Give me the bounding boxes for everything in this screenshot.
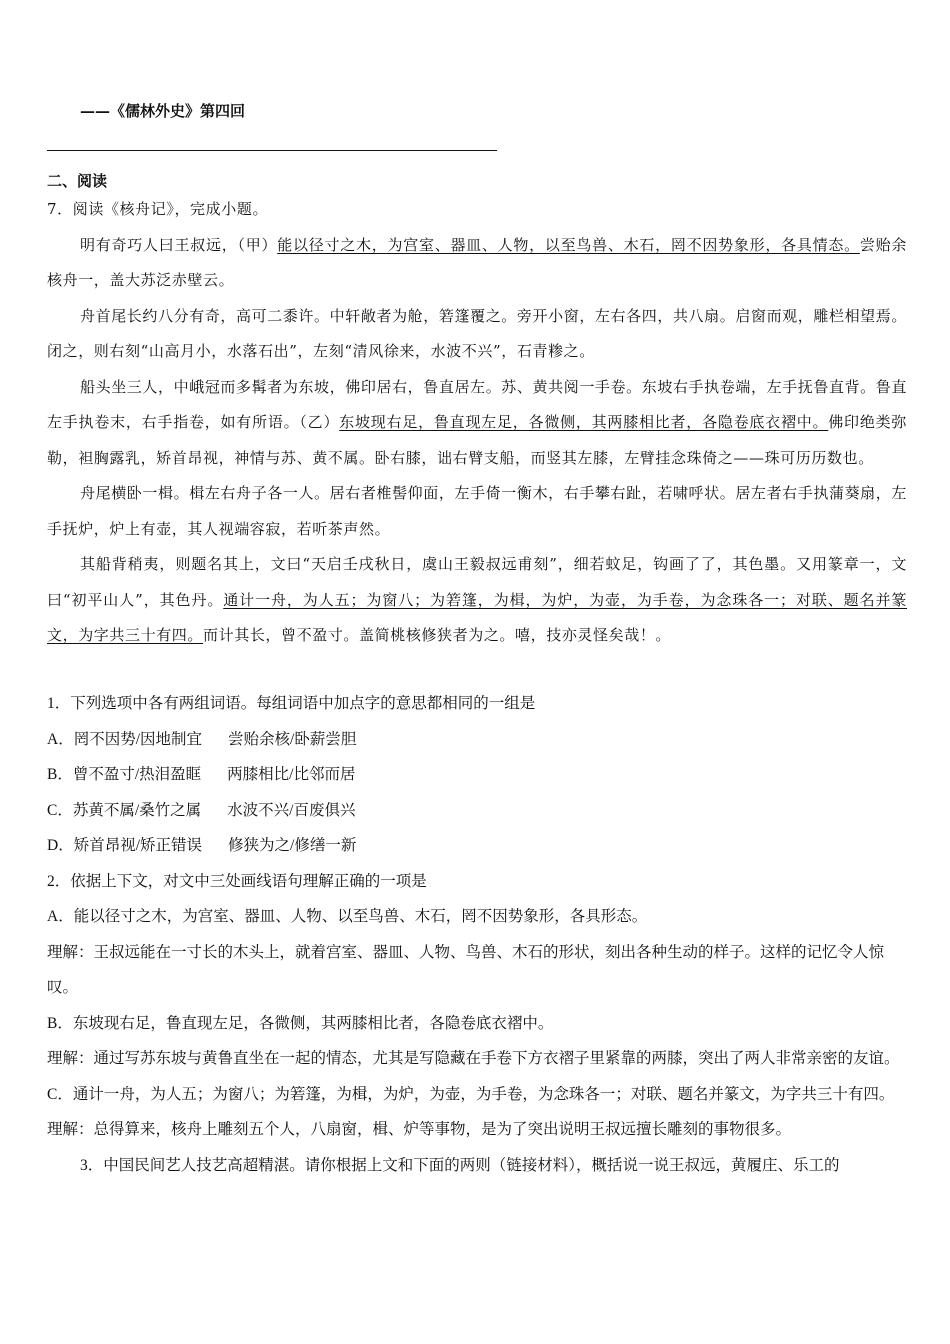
underlined-sentence-bing: 通计一舟，为人五；为窗八；为箬篷，为楫，为炉，为壶，为手卷，为念珠各一；对联、题名并篆文，为字共三十有四。 bbox=[47, 590, 907, 644]
question-2-stem: 2．依据上下文，对文中三处画线语句理解正确的一项是 bbox=[47, 872, 427, 890]
option-b-pair-1: B．曾不盈寸/热泪盈眶 bbox=[47, 766, 202, 783]
question-1-option-b bbox=[47, 757, 907, 793]
passage-paragraph-2: 舟首尾长约八分有奇，高可二黍许。中轩敞者为舱，箬篷覆之。旁开小窗，左右各四，共八扇。启窗而观，雕栏相望焉。闭之，则右刻“山高月小，水落石出”，左刻“清风徐来，水波不兴”，石青糁之。 bbox=[47, 306, 907, 360]
paragraph-1-text: 明有奇巧人曰王叔远，（甲） bbox=[80, 235, 278, 254]
question-1-stem: 1．下列选项中各有两组词语。每组词语中加点字的意思都相同的一组是 bbox=[47, 695, 536, 712]
option-d-pair-2: 修狭为之/修缮一新 bbox=[228, 837, 357, 854]
question-2-option-c: C．通计一舟，为人五；为窗八；为箬篷，为楫，为炉，为壶，为手卷，为念珠各一；对联、题名并篆文，为字共三十有四。 bbox=[47, 1085, 895, 1103]
reading-passage bbox=[47, 192, 907, 654]
question-1-option-d bbox=[47, 828, 907, 864]
passage-paragraph-5 bbox=[47, 547, 907, 654]
passage-paragraph-1 bbox=[47, 228, 907, 299]
passage-paragraph-4: 舟尾横卧一楫。楫左右舟子各一人。居右者椎髻仰面，左手倚一衡木，右手攀右趾，若啸呼状。居左者右手执蒲葵扇，左手抚炉，炉上有壶，其人视端容寂，若听茶声然。 bbox=[47, 484, 907, 538]
paragraph-3-text: 船头坐三人，中峨冠而多髯者为东坡，佛印居右，鲁直居左。苏、黄共阅一手卷。东坡右手执卷端，左手抚鲁直背。鲁直左手执卷末，右手指卷，如有所语。（乙） bbox=[47, 377, 907, 431]
paragraph-5-tail: 而计其长，曾不盈寸。盖简桃核修狭者为之。嘻，技亦灵怪矣哉！。 bbox=[203, 626, 672, 644]
option-b-pair-2: 两膝相比/比邻而居 bbox=[227, 766, 356, 783]
option-c-pair-2: 水波不兴/百废俱兴 bbox=[227, 801, 356, 819]
source-citation: ——《儒林外史》第四回 bbox=[80, 102, 246, 120]
question-7-intro: 7．阅读《核舟记》，完成小题。 bbox=[47, 200, 269, 218]
question-2-option-b-explanation: 理解：通过写苏东坡与黄鲁直坐在一起的情态，尤其是写隐藏在手卷下方衣褶子里紧靠的两膝，突出了两人非常亲密的友谊。 bbox=[47, 1050, 900, 1067]
separator-line bbox=[47, 150, 497, 151]
passage-paragraph-3 bbox=[47, 370, 907, 477]
question-1-option-a bbox=[47, 722, 907, 758]
paragraph-3-tail: 佛印绝类弥勒，袒胸露乳，矫首昂视，神情与苏、黄不属。卧右膝，诎右臂支船，而竖其左膝，左臂挂念珠倚之——珠可历历数也。 bbox=[47, 413, 907, 467]
question-2-option-a: A．能以径寸之木，为宫室、器皿、人物、以至鸟兽、木石，罔不因势象形，各具形态。 bbox=[47, 908, 648, 925]
option-c-pair-1: C．苏黄不属/桑竹之属 bbox=[47, 801, 202, 819]
section-heading: 二、阅读 bbox=[47, 172, 108, 190]
questions-section bbox=[47, 686, 907, 1183]
underlined-sentence-jia: 能以径寸之木，为宫室、器皿、人物，以至鸟兽、木石，罔不因势象形，各具情态。 bbox=[277, 235, 860, 254]
question-3-stem: 3．中国民间艺人技艺高超精湛。请你根据上文和下面的两则（链接材料），概括说一说王叔远，黄履庄、乐工的 bbox=[80, 1156, 840, 1174]
option-a-pair-2: 尝贻余核/卧薪尝胆 bbox=[228, 730, 357, 748]
question-1-option-c bbox=[47, 793, 907, 829]
option-a-pair-1: A．罔不因势/因地制宜 bbox=[47, 730, 203, 748]
underlined-sentence-yi: 东坡现右足，鲁直现左足，各微侧，其两膝相比者，各隐卷底衣褶中。 bbox=[339, 413, 829, 431]
question-2-option-c-explanation: 理解：总得算来，核舟上雕刻五个人，八扇窗，楫、炉等事物，是为了突出说明王叔远擅长雕刻的事物很多。 bbox=[47, 1121, 792, 1138]
question-2-option-a-explanation: 理解：王叔远能在一寸长的木头上，就着宫室、器皿、人物、鸟兽、木石的形状，刻出各种生动的样子。这样的记忆令人惊叹。 bbox=[47, 943, 885, 996]
paragraph-5-text: 其船背稍夷，则题名其上，文曰“天启壬戌秋日，虞山王毅叔远甫刻”，细若蚊足，钩画了了，其色墨。又用篆章一，文曰“初平山人”，其色丹。 bbox=[47, 555, 907, 609]
paragraph-1-tail: 尝贻余核舟一，盖大苏泛赤壁云。 bbox=[47, 235, 907, 289]
question-2-option-b: B．东坡现右足，鲁直现左足，各微侧，其两膝相比者，各隐卷底衣褶中。 bbox=[47, 1014, 554, 1032]
option-d-pair-1: D．矫首昂视/矫正错误 bbox=[47, 837, 203, 854]
